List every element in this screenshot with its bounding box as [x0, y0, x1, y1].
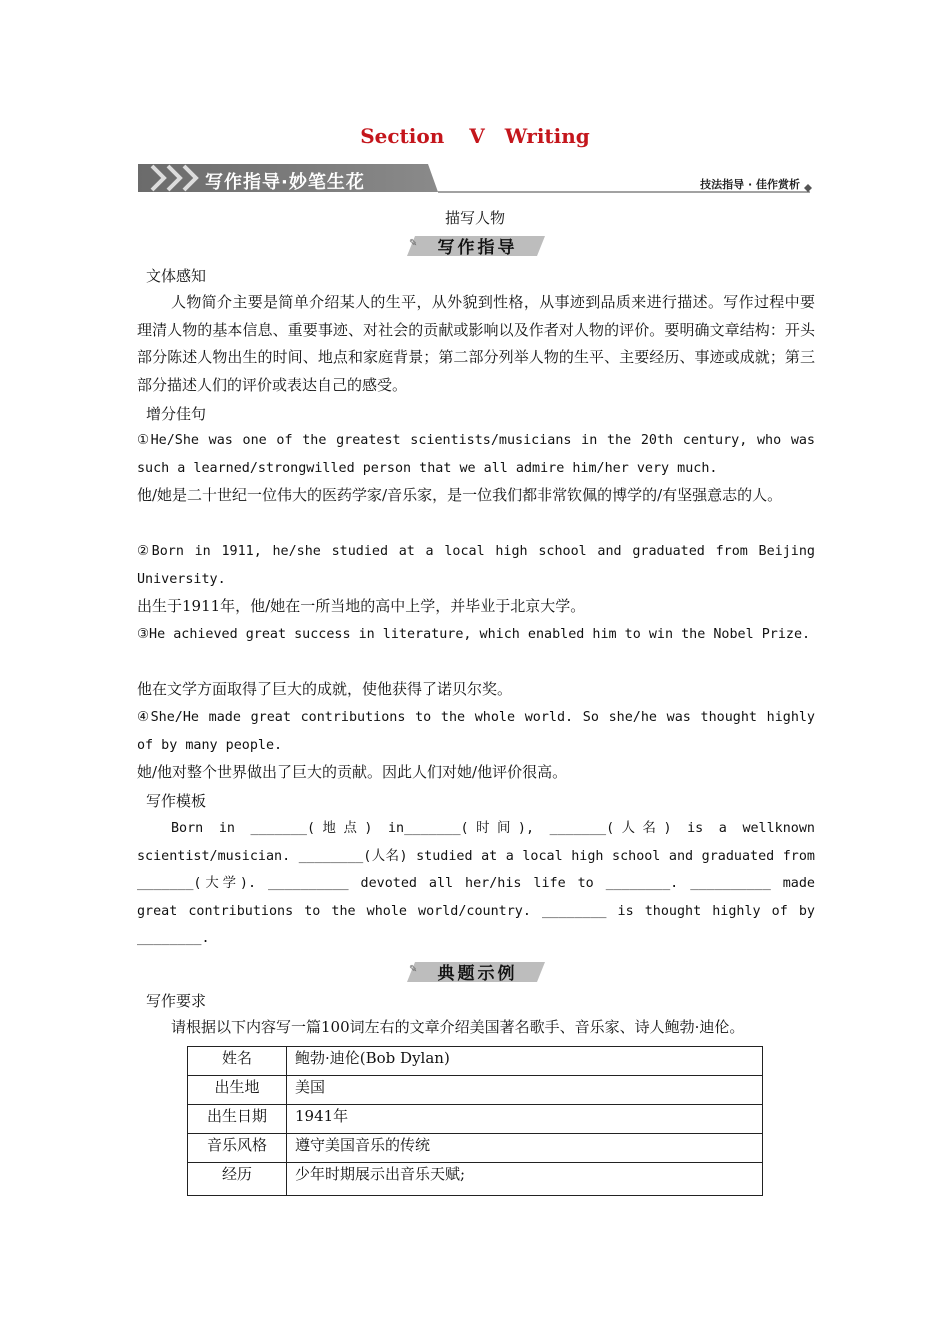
table-row: [188, 1105, 763, 1134]
sentence-1-en: ①He/She was one of the greatest scientists/musicians in the 20th century, who was such a learned/strongwilled person that we all admire him/her very much.: [137, 433, 815, 476]
tag-example: 典题示例: [437, 964, 518, 984]
template-label: 写作模板: [146, 792, 207, 810]
table-key: 出生日期: [188, 1105, 287, 1134]
sentence-2-zh: 出生于1911年，他/她在一所当地的高中上学，并毕业于北京大学。: [137, 597, 586, 615]
requirement-text: 请根据以下内容写一篇100词左右的文章介绍美国著名歌手、音乐家、诗人鲍勃·迪伦。: [171, 1018, 745, 1036]
genre-label: 文体感知: [146, 267, 207, 285]
info-table: [187, 1046, 763, 1196]
table-value: 美国: [287, 1076, 763, 1105]
table-value: 遵守美国音乐的传统: [287, 1134, 763, 1163]
sentences-label: 增分佳句: [146, 405, 207, 423]
banner-label: 写作指导·妙笔生花: [205, 172, 365, 193]
genre-text: 人物简介主要是简单介绍某人的生平，从外貌到性格，从事迹到品质来进行描述。写作过程中要理清人物的基本信息、重要事迹、对社会的贡献或影响以及作者对人物的评价。要明确文章结构：开头部分陈述人物出生的时间、地点和家庭背景；第二部分列举人物的生平、主要经历、事迹或成就；第三部分描述人们的评价或表达自己的感受。: [137, 293, 815, 394]
tag-writing-guide: 写作指导: [437, 238, 518, 258]
table-key: 音乐风格: [188, 1134, 287, 1163]
sentence-4-zh: 她/他对整个世界做出了巨大的贡献。因此人们对她/他评价很高。: [137, 763, 568, 781]
banner-right-text: 技法指导 · 佳作赏析: [700, 178, 800, 191]
template-text: Born in _______(地点) in_______(时间), _______(人名) is a wellknown scientist/musician. ________(人名) studied at a local high school and graduated from _______(大学). __________ devoted all her/his life to ________. __________ made great contributions to the whole world/country. ________ is thought highly of by ________.: [137, 821, 815, 946]
svg-text:✎: ✎: [409, 964, 418, 975]
sentence-1-zh: 他/她是二十世纪一位伟大的医药学家/音乐家，是一位我们都非常钦佩的博学的/有坚强意志的人。: [137, 486, 783, 504]
sentence-4-en: ④She/He made great contributions to the whole world. So she/he was thought highly of by many people.: [137, 710, 815, 753]
svg-text:✎: ✎: [409, 238, 418, 249]
table-value: 少年时期展示出音乐天赋;: [287, 1163, 763, 1196]
table-key: 经历: [188, 1163, 287, 1196]
table-key: 出生地: [188, 1076, 287, 1105]
table-row: [188, 1047, 763, 1076]
table-row: [188, 1076, 763, 1105]
table-value: 1941年: [287, 1105, 763, 1134]
subtitle: 描写人物: [444, 209, 505, 227]
requirement-label: 写作要求: [146, 992, 207, 1010]
table-row: [188, 1134, 763, 1163]
table-key: 姓名: [188, 1047, 287, 1076]
sentence-3-zh: 他在文学方面取得了巨大的成就，使他获得了诺贝尔奖。: [137, 680, 513, 698]
page-title: Section Ⅴ Writing: [360, 124, 590, 148]
table-value: 鲍勃·迪伦(Bob Dylan): [287, 1047, 763, 1076]
sentence-2-en: ②Born in 1911, he/she studied at a local high school and graduated from Beijing University.: [137, 544, 815, 587]
sentence-3-en: ③He achieved great success in literature, which enabled him to win the Nobel Prize.: [137, 627, 811, 642]
table-row: [188, 1163, 763, 1196]
